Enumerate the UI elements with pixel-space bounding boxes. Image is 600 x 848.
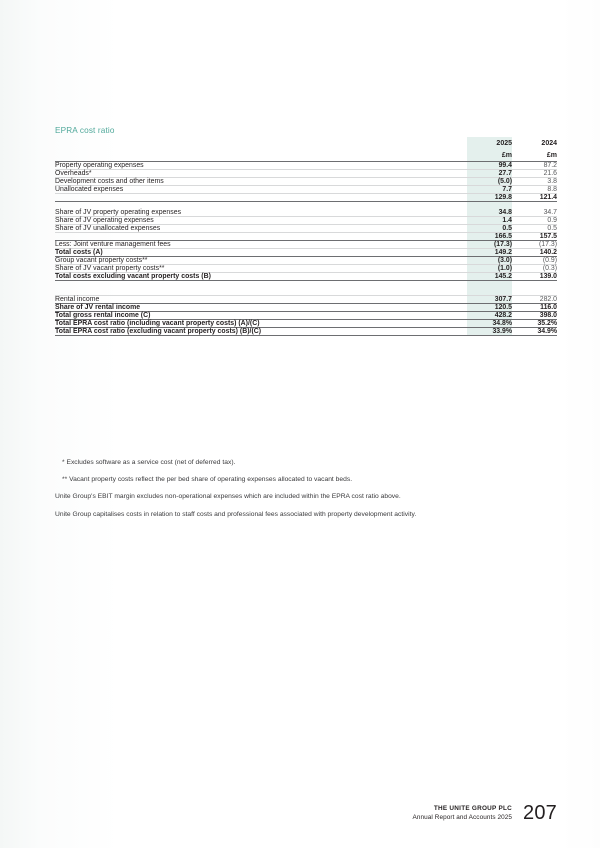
row-value-2024: 3.8 bbox=[512, 178, 557, 186]
header-unit-2024: £m bbox=[512, 149, 557, 162]
table-spacer-row bbox=[55, 288, 557, 296]
table-row bbox=[55, 265, 557, 273]
row-value-2025: (17.3) bbox=[467, 241, 512, 249]
page-number: 207 bbox=[523, 802, 557, 824]
row-label bbox=[55, 233, 467, 241]
row-value-2024: 398.0 bbox=[512, 312, 557, 320]
note-ebit-margin: Unite Group's EBIT margin excludes non-operational expenses which are included within the EPRA cost ratio above. bbox=[55, 493, 401, 501]
row-value-2024: 282.0 bbox=[512, 296, 557, 304]
row-value-2025: (3.0) bbox=[467, 257, 512, 265]
note-capitalised-costs: Unite Group capitalises costs in relation to staff costs and professional fees associated with property development activity. bbox=[55, 510, 417, 518]
page-footer bbox=[413, 803, 557, 823]
row-value-2024: 157.5 bbox=[512, 233, 557, 241]
table-row bbox=[55, 162, 557, 170]
row-value-2024: 8.8 bbox=[512, 186, 557, 194]
row-value-2025: 34.8% bbox=[467, 320, 512, 328]
footer-company-name: THE UNITE GROUP PLC bbox=[433, 804, 513, 812]
header-year-2024: 2024 bbox=[541, 140, 557, 147]
table-footnotes bbox=[55, 459, 557, 528]
row-label: Total gross rental income (C) bbox=[55, 312, 467, 320]
row-value-2025: 145.2 bbox=[467, 273, 512, 281]
table-row bbox=[55, 186, 557, 194]
row-value-2024: (0.9) bbox=[512, 257, 557, 265]
row-label: Share of JV property operating expenses bbox=[55, 209, 467, 217]
row-label: Unallocated expenses bbox=[55, 186, 467, 194]
row-label: Share of JV operating expenses bbox=[55, 217, 467, 225]
table-row bbox=[55, 170, 557, 178]
row-value-2024: 21.6 bbox=[512, 170, 557, 178]
row-value-2025: 428.2 bbox=[467, 312, 512, 320]
row-label: Development costs and other items bbox=[55, 178, 467, 186]
spacer-2024 bbox=[512, 288, 557, 296]
row-value-2024: (0.3) bbox=[512, 265, 557, 273]
row-value-2024: (17.3) bbox=[512, 241, 557, 249]
spacer-2025 bbox=[467, 281, 512, 289]
spacer-2025 bbox=[467, 202, 512, 210]
row-value-2024: 116.0 bbox=[512, 304, 557, 312]
table-header-years bbox=[55, 137, 557, 149]
row-label: Share of JV rental income bbox=[55, 304, 467, 312]
row-label: Property operating expenses bbox=[55, 162, 467, 170]
table-total-row bbox=[55, 320, 557, 328]
table-row bbox=[55, 209, 557, 217]
spacer-2024 bbox=[512, 202, 557, 210]
table-row bbox=[55, 225, 557, 233]
row-label: Total costs (A) bbox=[55, 249, 467, 257]
row-label: Rental income bbox=[55, 296, 467, 304]
spacer-2024 bbox=[512, 281, 557, 289]
row-value-2025: 129.8 bbox=[467, 194, 512, 202]
footer-report-title: Annual Report and Accounts 2025 bbox=[412, 814, 513, 821]
row-value-2024: 121.4 bbox=[512, 194, 557, 202]
row-value-2024: 140.2 bbox=[512, 249, 557, 257]
spacer-label bbox=[55, 281, 467, 289]
row-label: Group vacant property costs** bbox=[55, 257, 467, 265]
row-value-2024: 87.2 bbox=[512, 162, 557, 170]
table-spacer-row bbox=[55, 281, 557, 289]
table-row bbox=[55, 304, 557, 312]
section-title: EPRA cost ratio bbox=[55, 126, 115, 135]
row-label: Share of JV vacant property costs** bbox=[55, 265, 467, 273]
spacer-label bbox=[55, 288, 467, 296]
row-value-2025: 120.5 bbox=[467, 304, 512, 312]
footnote-double-asterisk: ** Vacant property costs reflect the per bed share of operating expenses allocated to vacant beds. bbox=[62, 476, 353, 484]
table-subtotal-row bbox=[55, 233, 557, 241]
header-unit-blank bbox=[55, 149, 467, 162]
row-value-2024: 34.9% bbox=[512, 328, 557, 336]
table-header-units bbox=[55, 149, 557, 162]
row-label: Share of JV unallocated expenses bbox=[55, 225, 467, 233]
row-value-2025: 7.7 bbox=[467, 186, 512, 194]
row-value-2025: (5.0) bbox=[467, 178, 512, 186]
row-value-2025: 27.7 bbox=[467, 170, 512, 178]
table-total-row bbox=[55, 273, 557, 281]
row-label: Overheads* bbox=[55, 170, 467, 178]
row-value-2025: 0.5 bbox=[467, 225, 512, 233]
table-row bbox=[55, 178, 557, 186]
row-value-2025: 33.9% bbox=[467, 328, 512, 336]
table-row bbox=[55, 296, 557, 304]
footer-text-block bbox=[413, 804, 512, 823]
row-label: Total EPRA cost ratio (including vacant property costs) (A)/(C) bbox=[55, 320, 467, 328]
header-year-2025: 2025 bbox=[467, 137, 512, 149]
row-value-2025: (1.0) bbox=[467, 265, 512, 273]
epra-cost-ratio-table bbox=[55, 137, 557, 336]
row-value-2024: 0.5 bbox=[512, 225, 557, 233]
row-label bbox=[55, 194, 467, 202]
row-value-2025: 34.8 bbox=[467, 209, 512, 217]
row-value-2025: 149.2 bbox=[467, 249, 512, 257]
row-value-2024: 35.2% bbox=[512, 320, 557, 328]
row-value-2025: 307.7 bbox=[467, 296, 512, 304]
row-label: Less: Joint venture management fees bbox=[55, 241, 467, 249]
table-subtotal-row bbox=[55, 194, 557, 202]
footnote-single-asterisk: * Excludes software as a service cost (net of deferred tax). bbox=[62, 459, 236, 466]
table-total-row bbox=[55, 312, 557, 320]
table-row bbox=[55, 241, 557, 249]
header-label-blank bbox=[55, 137, 467, 149]
table-total-row bbox=[55, 328, 557, 336]
row-label: Total EPRA cost ratio (excluding vacant property costs) (B)/(C) bbox=[55, 328, 467, 336]
row-value-2024: 34.7 bbox=[512, 209, 557, 217]
spacer-label bbox=[55, 202, 467, 210]
row-value-2024: 139.0 bbox=[512, 273, 557, 281]
row-value-2025: 99.4 bbox=[467, 162, 512, 170]
table-row bbox=[55, 257, 557, 265]
header-unit-2025: £m bbox=[467, 149, 512, 162]
table-row bbox=[55, 217, 557, 225]
row-label: Total costs excluding vacant property costs (B) bbox=[55, 273, 467, 281]
table-total-row bbox=[55, 249, 557, 257]
row-value-2024: 0.9 bbox=[512, 217, 557, 225]
table-spacer-row bbox=[55, 202, 557, 210]
row-value-2025: 1.4 bbox=[467, 217, 512, 225]
row-value-2025: 166.5 bbox=[467, 233, 512, 241]
spacer-2025 bbox=[467, 288, 512, 296]
